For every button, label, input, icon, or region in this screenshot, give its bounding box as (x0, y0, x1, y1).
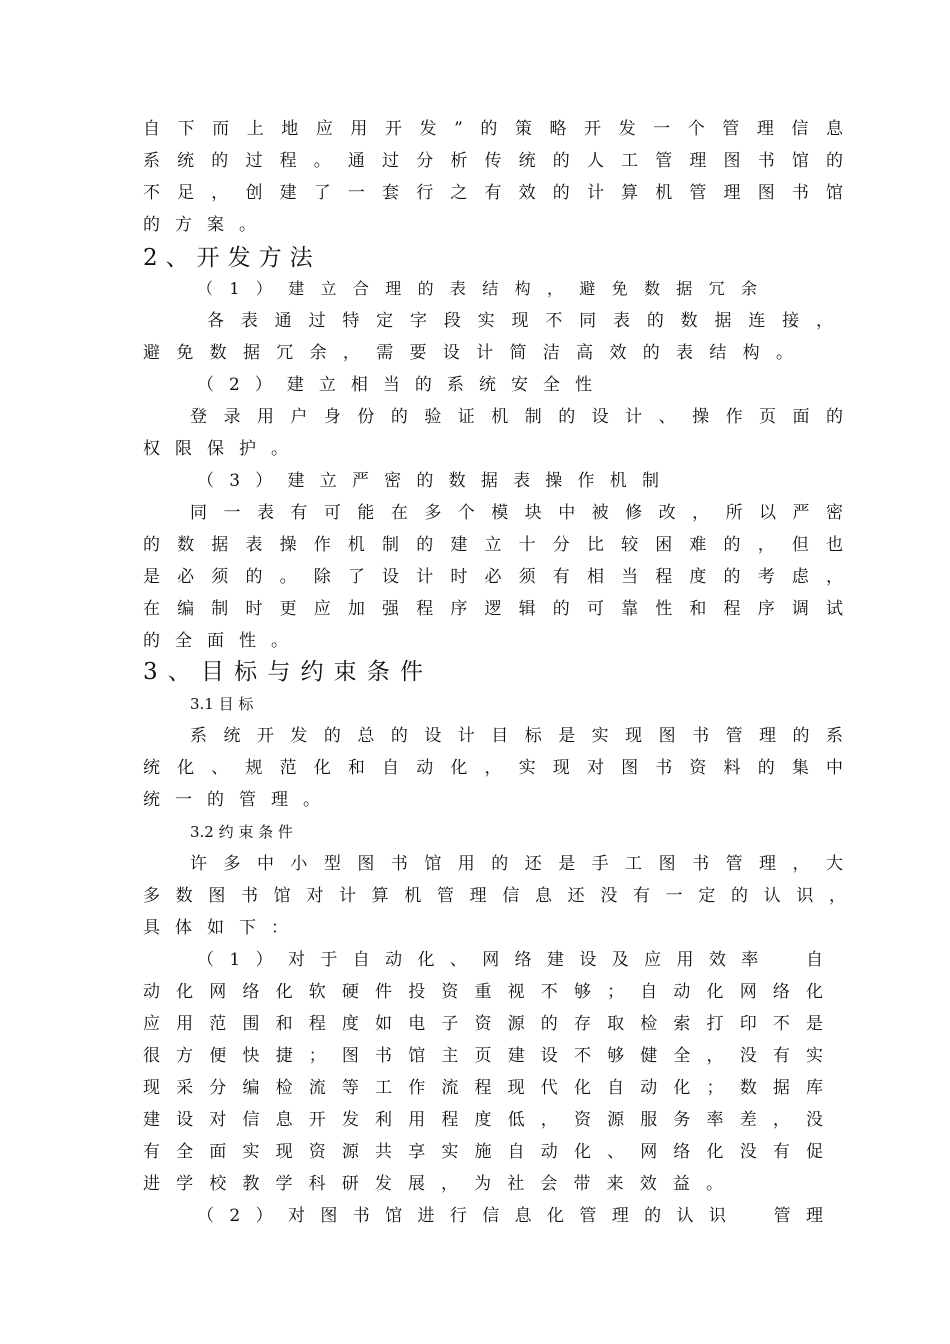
goal-line-1: 系统开发的总的设计目标是实现图书管理的系 (190, 726, 843, 746)
method-2-line-2: 权限保护。 (143, 439, 303, 459)
constraint-1-line-3: 很方便快捷；图书馆主页建设不够健全，没有实 (143, 1046, 823, 1066)
method-3-line-4: 在编制时更应加强程序逻辑的可靠性和程序调试 (143, 599, 843, 619)
method-2-line-1: 登录用户身份的验证机制的设计、操作页面的 (190, 407, 843, 427)
goal-line-3: 统一的管理。 (143, 790, 335, 810)
method-2-title: （2）建立相当的系统安全性 (197, 375, 592, 395)
constraint-line-2: 多数图书馆对计算机管理信息还没有一定的认识， (143, 886, 846, 906)
method-3-line-3: 是必须的。除了设计时必须有相当程度的考虑， (143, 567, 843, 587)
constraint-1-line-2: 应用范围和程度如电子资源的存取检索打印不是 (143, 1014, 823, 1034)
constraint-1-line-6: 有全面实现资源共享实施自动化、网络化没有促 (143, 1142, 823, 1162)
constraint-1-line-1: 动化网络化软硬件投资重视不够；自动化网络化 (143, 982, 823, 1002)
constraint-line-3: 具体如下： (143, 918, 303, 938)
intro-line-1: 自下而上地应用开发”的策略开发一个管理信息 (143, 119, 843, 139)
method-1-line-2: 避免数据冗余，需要设计简洁高效的表结构。 (143, 343, 793, 363)
constraint-2-title: （2）对图书馆进行信息化管理的认识 管理 (197, 1206, 823, 1226)
method-1-title: （1）建立合理的表结构，避免数据冗余 (197, 279, 757, 298)
intro-line-4: 的方案。 (143, 215, 271, 235)
method-3-line-5: 的全面性。 (143, 631, 303, 651)
method-3-title: （3）建立严密的数据表操作机制 (197, 471, 659, 491)
section-3-heading: 3、目标与约束条件 (143, 659, 423, 685)
goal-line-2: 统化、规范化和自动化，实现对图书资料的集中 (143, 758, 843, 778)
subsection-3-1-title: 3.1 目 标 (190, 695, 254, 713)
section-2-heading: 2、开发方法 (143, 245, 321, 271)
constraint-line-1: 许多中小型图书馆用的还是手工图书管理，大 (190, 854, 843, 874)
constraint-1-title: （1）对于自动化、网络建设及应用效率 自 (197, 950, 823, 970)
method-3-line-2: 的数据表操作机制的建立十分比较困难的，但也 (143, 535, 843, 555)
method-3-line-1: 同一表有可能在多个模块中被修改，所以严密 (190, 503, 843, 523)
intro-line-3: 不足，创建了一套行之有效的计算机管理图书馆 (143, 183, 843, 203)
constraint-1-line-7: 进学校教学科研发展，为社会带来效益。 (143, 1174, 723, 1194)
constraint-1-line-4: 现采分编检流等工作流程现代化自动化；数据库 (143, 1078, 823, 1098)
constraint-1-line-5: 建设对信息开发利用程度低，资源服务率差，没 (143, 1110, 823, 1130)
intro-line-2: 系统的过程。通过分析传统的人工管理图书馆的 (143, 151, 843, 171)
method-1-line-1: 各表通过特定字段实现不同表的数据连接， (207, 311, 833, 331)
subsection-3-2-title: 3.2 约 束 条 件 (190, 823, 293, 841)
